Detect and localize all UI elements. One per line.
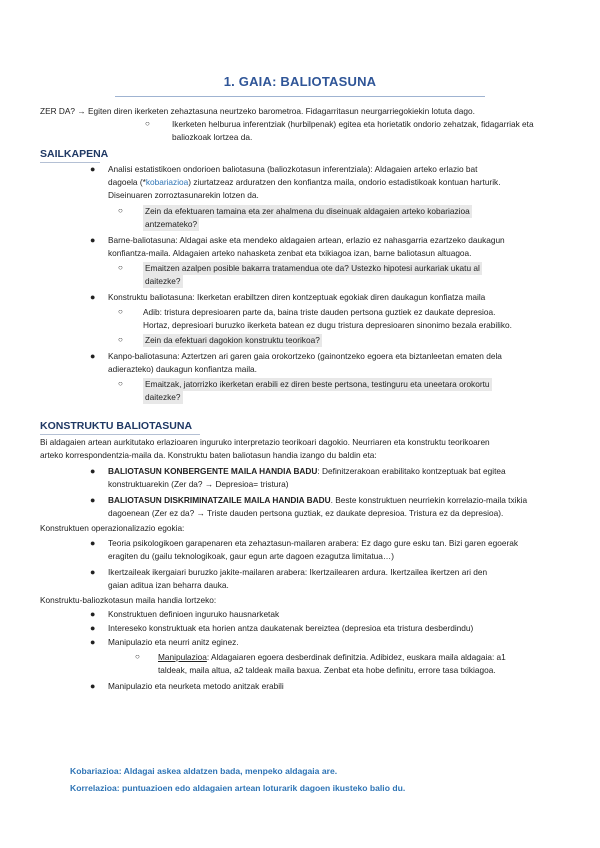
heading-underline xyxy=(40,434,200,435)
item-kanpo-line-1: Kanpo-baliotasuna: Aztertzen ari garen gaia orokortzeko (gainontzeko egoera eta biztanleetan ematen dela xyxy=(108,351,502,361)
circle-bullet-icon: ○ xyxy=(118,206,123,215)
item-konstruktu-example-2: Hortaz, depresioari buruzko ikerketa batean ez dugu tristura depresioaren sinonimo bezala erabiliko. xyxy=(143,320,512,330)
operazionalizazio-item-2-line-2: gaian aditua izan beharra dauka. xyxy=(108,580,229,590)
text-run: BALIOTASUN DISKRIMINATZAILE MAILA HANDIA BADU xyxy=(108,495,331,505)
question-analisi-2: antzemateko? xyxy=(145,219,198,229)
bullet-icon: ● xyxy=(90,235,96,245)
circle-bullet-icon: ○ xyxy=(118,307,123,316)
text-run: : Aldagaiaren egoera desberdinak definitzia. Adibidez, euskara maila aldagaia: a1 xyxy=(206,652,506,662)
konstruktu-para-line-1: Bi aldagaien artean aurkitutako erlazioaren inguruko interpretazio teorikoari dagokio. Neurriaren eta konstruktu teorikoaren xyxy=(40,437,490,447)
text-run: . Beste konstruktuen neurriekin korrelazio-maila txikia xyxy=(330,495,528,505)
question-kanpo-2: daitezke? xyxy=(145,392,181,402)
diskriminatzaile-line-2: dagoenean (Zer ez da? → Triste dauden pertsona guztiak, ez daukate depresioa. Tristura ez da depresioa). xyxy=(108,508,504,518)
text-run: ) ziurtatzeaz arduratzen den konfiantza maila, ondorio estadistikoak kontuan harturik. xyxy=(188,177,501,187)
bullet-icon: ● xyxy=(90,538,96,548)
item-analisi-line-1: Analisi estatistikoen ondorioen baliotasuna (baliozkotasun inferentziala): Aldagaien arteko erlazio bat xyxy=(108,164,478,174)
baliozkotasun-item-2: Intereseko konstruktuak eta horien antza daukatenak bereiztea (depresioa eta tristura desberdindu) xyxy=(108,623,474,633)
title-divider xyxy=(115,96,485,97)
bullet-icon: ● xyxy=(90,681,96,691)
item-konstruktu-line-1: Konstruktu baliotasuna: Ikerketan erabiltzen diren kontzeptuak egokiak diren daukagun konfiatza maila xyxy=(108,292,486,302)
circle-bullet-icon: ○ xyxy=(118,379,123,388)
kobariazioa-link: kobariazioa xyxy=(145,177,189,187)
question-konstruktu: Zein da efektuari dagokion konstruktu teorikoa? xyxy=(145,335,320,345)
baliozkotasun-item-1: Konstruktuen definioen inguruko hausnarketak xyxy=(108,609,280,619)
operazionalizazio-item-2-line-1: Ikertzaileak ikergaiari buruzko jakite-mailaren arabera: Ikertzailearen ardura. Ikertzailea ikertzen ari den xyxy=(108,567,488,577)
question-analisi-1: Zein da efektuaren tamaina eta zer ahalmena du diseinuak aldagaien arteko kobariazioa xyxy=(145,206,470,216)
text-run: Manipulazioa xyxy=(158,652,207,662)
bullet-icon: ● xyxy=(90,495,96,505)
operazionalizazio-heading: Konstruktuen operazionalizazio egokia: xyxy=(40,523,185,533)
konstruktu-para-line-2: arteko korrespondentzia-maila da. Konstruktu baten baliotasun handia izango du baldin eta: xyxy=(40,450,377,460)
baliozkotasun-heading: Konstruktu-baliozkotasun maila handia lortzeko: xyxy=(40,595,217,605)
konbergente-line-2: konstruktuarekin (Zer da? → Depresioa= tristura) xyxy=(108,479,289,489)
text-run: : Definitzerakoan erabilitako kontzeptuak bat egitea xyxy=(317,466,506,476)
question-barne-2: daitezke? xyxy=(145,276,181,286)
bullet-icon: ● xyxy=(90,351,96,361)
konbergente-line-1 xyxy=(108,465,506,478)
bullet-icon: ● xyxy=(90,466,96,476)
intro-sub-line-1: Ikerketen helburua inferentziak (hurbilpenak) egitea eta horietatik ondorio zehatzak, fidagarriak eta xyxy=(172,119,534,129)
circle-bullet-icon: ○ xyxy=(118,335,123,344)
item-barne-line-2: konfiantza-maila. Aldagaien arteko nahasketa zenbat eta txikiagoa izan, barne baliotasun altuagoa. xyxy=(108,248,472,258)
text-run: BALIOTASUN KONBERGENTE MAILA HANDIA BADU xyxy=(108,466,318,476)
operazionalizazio-item-1-line-2: eragiten du (gailu teknologikoak, gaur egun arte dagoen ezagutza limitatua…) xyxy=(108,551,394,561)
konstruktu-heading: KONSTRUKTU BALIOTASUNA xyxy=(40,420,193,432)
item-analisi-line-3: Diseinuaren zorroztasunarekin lotzen da. xyxy=(108,190,259,200)
circle-bullet-icon: ○ xyxy=(145,119,150,128)
bullet-icon: ● xyxy=(90,623,96,633)
circle-bullet-icon: ○ xyxy=(118,263,123,272)
bullet-icon: ● xyxy=(90,609,96,619)
manipulazioa-line-2: taldeak, maila altua, a2 taldeak maila baxua. Zenbat eta hobe definitu, errore tasa txikiagoa. xyxy=(158,665,496,675)
item-analisi-line-2 xyxy=(108,176,501,189)
intro-line: ZER DA? → Egiten diren ikerketen zehaztasuna neurtzeko barometroa. Fidagarritasun neurgarriegokiekin lotuta dago. xyxy=(40,106,475,116)
baliozkotasun-item-4: Manipulazio eta neurketa metodo anitzak erabili xyxy=(108,681,284,691)
text-run: dagoela (* xyxy=(108,177,146,187)
sailkapena-heading: SAILKAPENA xyxy=(40,148,109,160)
diskriminatzaile-line-1 xyxy=(108,494,527,507)
item-konstruktu-example-1: Adib: tristura depresioaren parte da, baina triste dauden pertsona guztiek ez daukate depresioa. xyxy=(143,307,496,317)
item-kanpo-line-2: adierazteko) daukagun konfiantza maila. xyxy=(108,364,257,374)
baliozkotasun-item-3: Manipulazio eta neurri anitz eginez. xyxy=(108,637,239,647)
page-title: 1. GAIA: BALIOTASUNA xyxy=(223,74,377,89)
bullet-icon: ● xyxy=(90,567,96,577)
intro-sub-line-2: baliozkoak lortzea da. xyxy=(172,132,253,142)
question-barne-1: Emaitzen azalpen posible bakarra tratamendua ote da? Ustezko hipotesi aurkariak ukatu al xyxy=(145,263,480,273)
bullet-icon: ● xyxy=(90,637,96,647)
manipulazioa-line-1 xyxy=(158,651,506,664)
bullet-icon: ● xyxy=(90,164,96,174)
footnote-kobariazioa: Kobariazioa: Aldagai askea aldatzen bada, menpeko aldagaia are. xyxy=(70,766,338,776)
circle-bullet-icon: ○ xyxy=(135,652,140,661)
bullet-icon: ● xyxy=(90,292,96,302)
item-barne-line-1: Barne-baliotasuna: Aldagai aske eta mendeko aldagaien artean, erlazio ez nahasgarria ezartzeko daukagun xyxy=(108,235,505,245)
footnote-korrelazioa: Korrelazioa: puntuazioen edo aldagaien artean loturarik dagoen ikusteko balio du. xyxy=(70,783,406,793)
operazionalizazio-item-1-line-1: Teoria psikologikoen garapenaren eta zehaztasun-mailaren arabera: Ez dago gure esku tan. Bizi garen egoerak xyxy=(108,538,519,548)
question-kanpo-1: Emaitzak, jatorrizko ikerketan erabili ez diren beste pertsona, testinguru eta uneetara orokortu xyxy=(145,379,490,389)
